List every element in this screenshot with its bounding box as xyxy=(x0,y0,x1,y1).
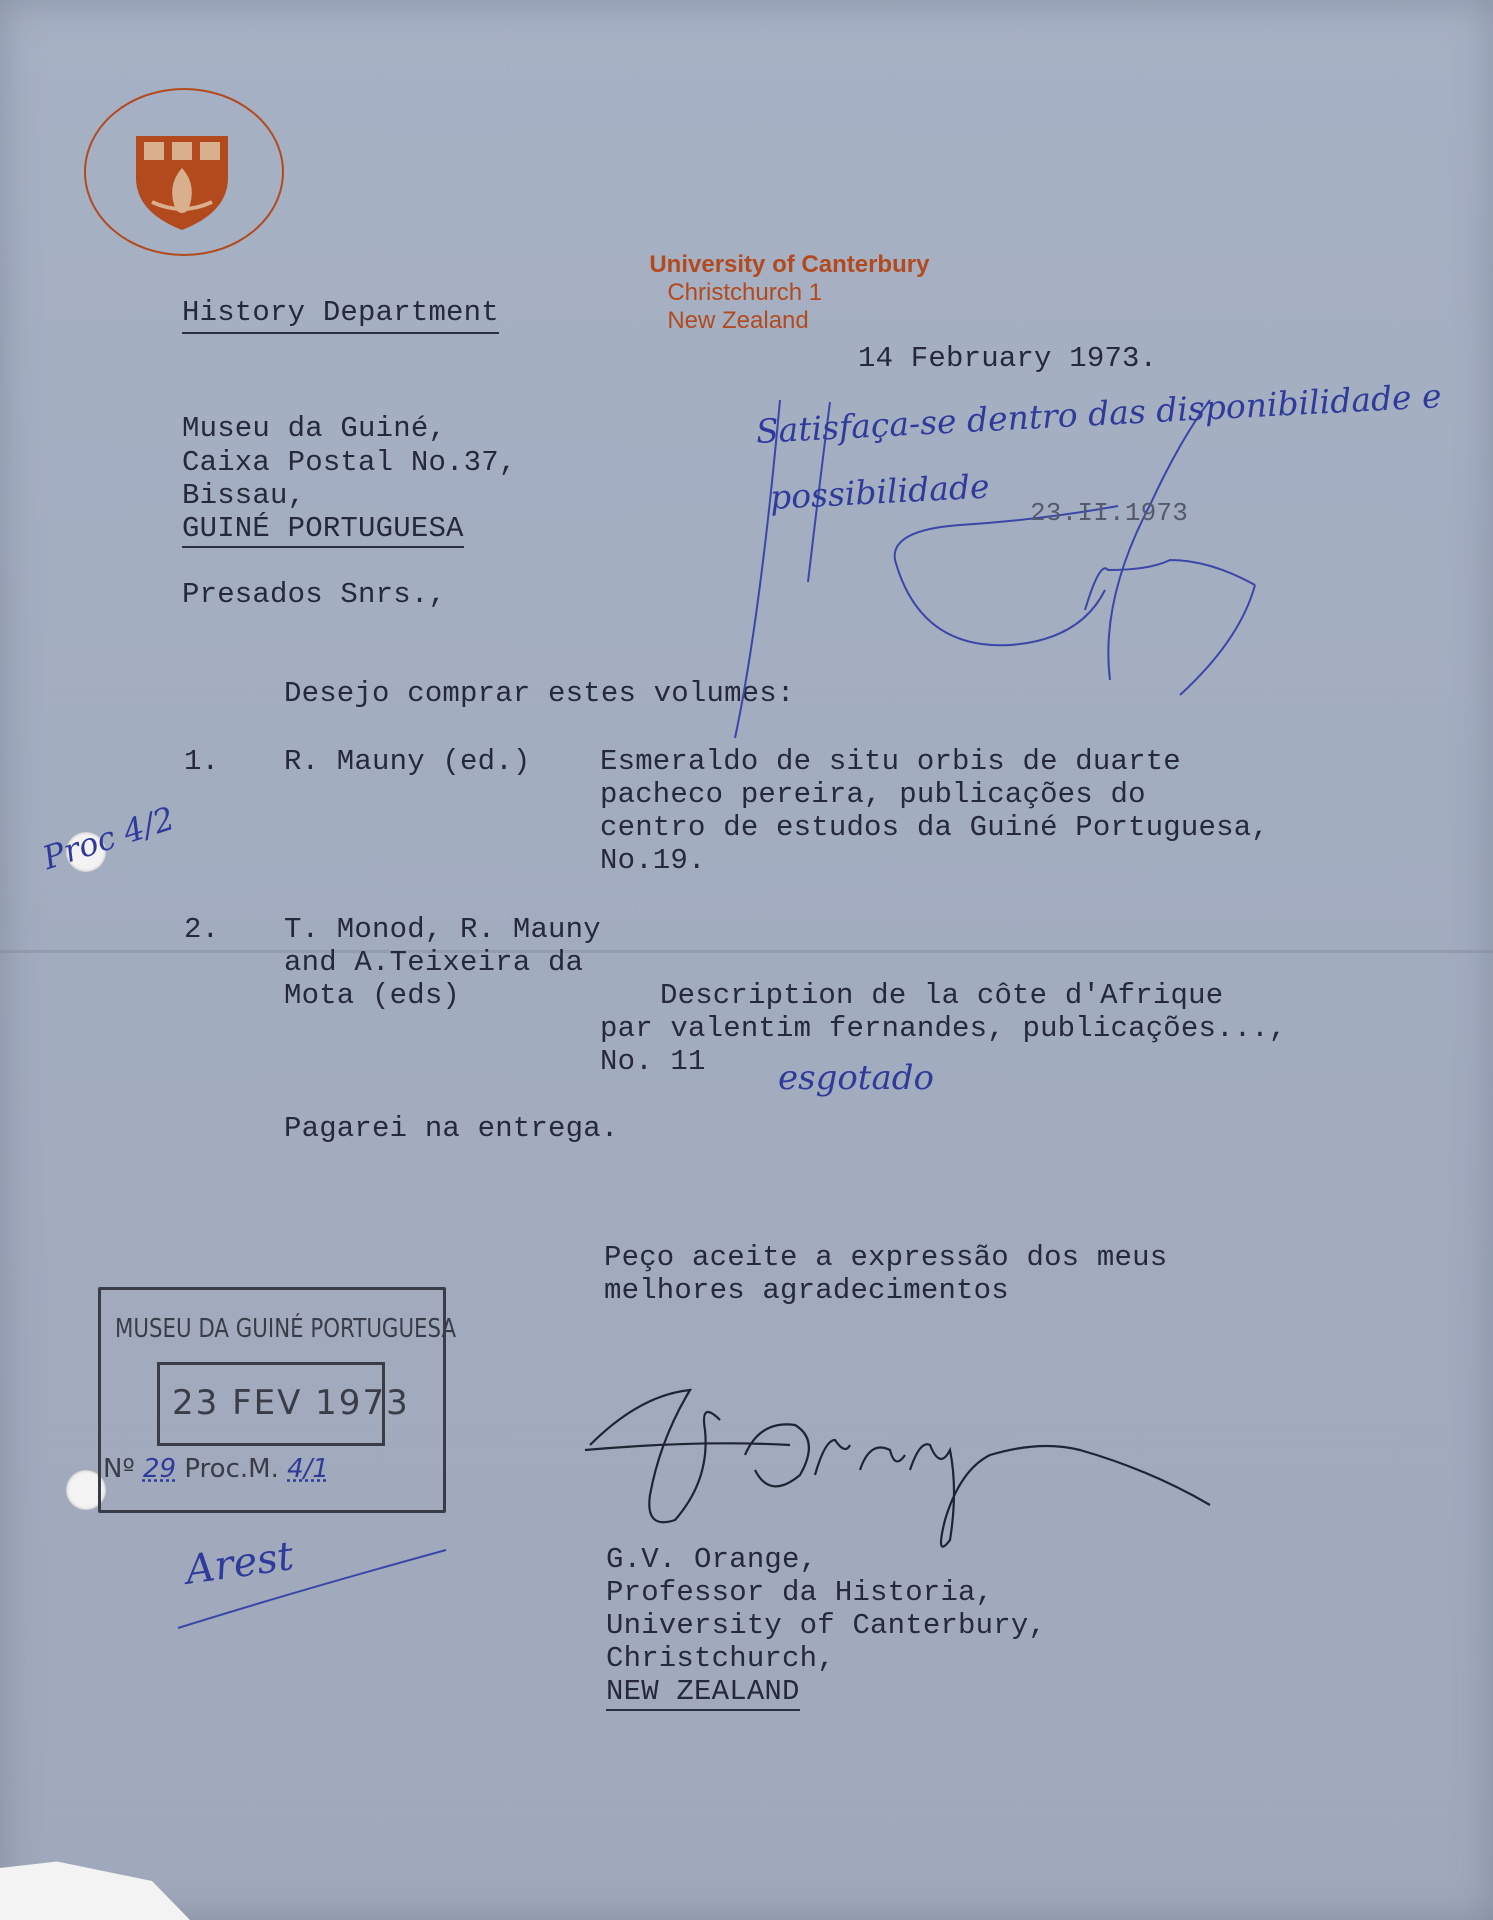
stamp-number-prefix: Nº xyxy=(103,1454,135,1484)
signature-drawing xyxy=(585,1390,1210,1547)
stamp-proc-value: 4/1 xyxy=(287,1454,329,1484)
letter-date: 14 February 1973. xyxy=(858,342,1158,375)
letterhead-university: University of Canterbury xyxy=(649,251,930,278)
intro-text: Desejo comprar estes volumes: xyxy=(284,677,795,710)
signatory-country: NEW ZEALAND xyxy=(606,1675,800,1711)
signatory-institution: University of Canterbury, xyxy=(606,1609,1047,1642)
recipient-line-3: Bissau, xyxy=(182,479,306,512)
annotation-date-stamp: 23.II.1973 xyxy=(1030,498,1189,528)
recipient-line-4: GUINÉ PORTUGUESA xyxy=(182,512,464,548)
item-2-author-line: Mota (eds) xyxy=(284,979,461,1012)
item-2-title-line: No. 11 xyxy=(600,1045,706,1078)
item-1-author: R. Mauny (ed.) xyxy=(284,745,531,778)
stamp-date-box xyxy=(157,1362,410,1446)
stamp-number: 29 xyxy=(142,1454,177,1484)
item-1-number: 1. xyxy=(184,745,220,778)
payment-text: Pagarei na entrega. xyxy=(284,1112,619,1145)
letterhead-city: Christchurch 1 xyxy=(667,279,823,306)
item-1-title-line: Esmeraldo de situ orbis de duarte xyxy=(600,745,1181,778)
department-heading: History Department xyxy=(182,296,499,334)
handwritten-bottom-note: Arest xyxy=(182,1533,297,1594)
item-1-title-line: centro de estudos da Guiné Portuguesa, xyxy=(600,811,1269,844)
letterhead-country: New Zealand xyxy=(667,307,809,334)
stamp-proc-label: Proc.M. xyxy=(184,1454,279,1484)
margin-note: Proc 4/2 xyxy=(38,799,179,878)
stamp-title: MUSEU DA GUINÉ PORTUGUESA xyxy=(115,1314,457,1344)
handwritten-esgotado: esgotado xyxy=(778,1058,934,1098)
signatory-city: Christchurch, xyxy=(606,1642,835,1675)
item-2-author-line: and A.Teixeira da xyxy=(284,946,584,979)
handwritten-note-line-1: Satisfaça-se dentro das disponibilidade e xyxy=(754,376,1443,451)
stamp-number-line xyxy=(103,1454,329,1484)
item-1-title-line: No.19. xyxy=(600,844,706,877)
closing-line-2: melhores agradecimentos xyxy=(604,1274,1009,1307)
item-2-number: 2. xyxy=(184,913,220,946)
item-1-title-line: pacheco pereira, publicações do xyxy=(600,778,1146,811)
salutation: Presados Snrs., xyxy=(182,578,447,611)
recipient-line-1: Museu da Guiné, xyxy=(182,412,447,445)
stamp-date: 23 FEV 1973 xyxy=(172,1383,410,1423)
signatory-name: G.V. Orange, xyxy=(606,1543,818,1576)
signatory-title: Professor da Historia, xyxy=(606,1576,994,1609)
recipient-line-2: Caixa Postal No.37, xyxy=(182,446,517,479)
item-2-author-line: T. Monod, R. Mauny xyxy=(284,913,601,946)
item-2-title-line: par valentim fernandes, publicações..., xyxy=(600,1012,1287,1045)
closing-line-1: Peço aceite a expressão dos meus xyxy=(604,1241,1168,1274)
museum-receipt-stamp xyxy=(98,1287,457,1513)
item-2-title-line: Description de la côte d'Afrique xyxy=(660,979,1224,1012)
handwritten-note-line-2: possibilidade xyxy=(768,466,991,517)
